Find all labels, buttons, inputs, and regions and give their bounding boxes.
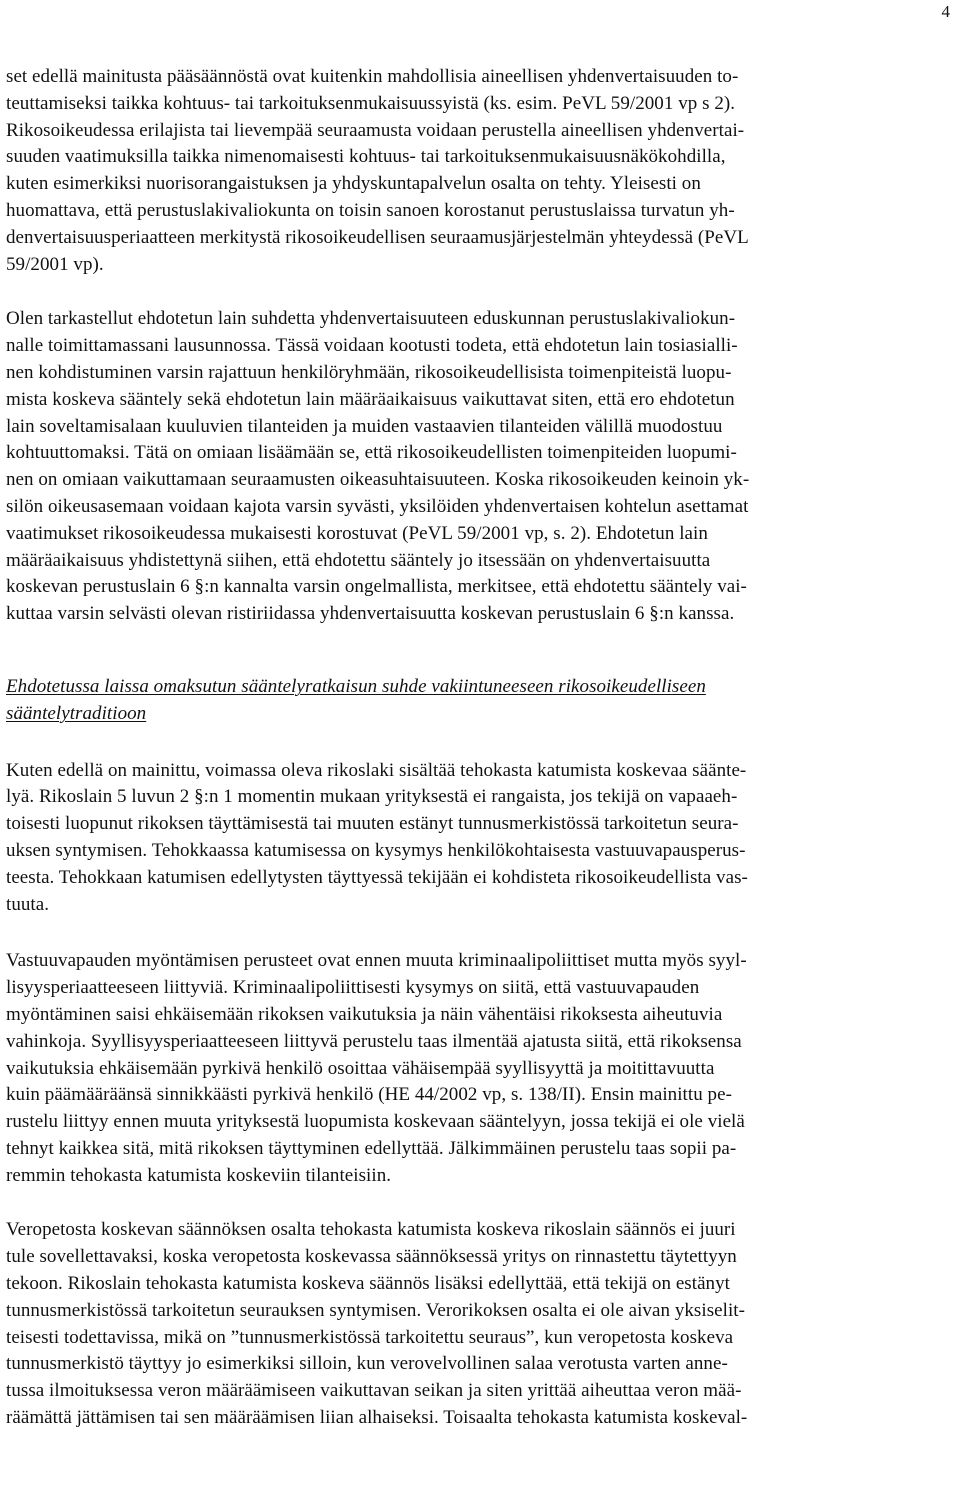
text-line: remmin tehokasta katumista koskeviin tilanteisiin.	[6, 1164, 392, 1186]
text-line: nen kohdistuminen varsin rajattuun henkilöryhmään, rikosoikeudellisista toimenpiteistä luopu-	[6, 361, 732, 383]
text-line: lisyysperiaatteeseen liittyviä. Kriminaalipoliittisesti kysymys on siitä, että vastuuvapauden	[6, 977, 700, 999]
text-line: 59/2001 vp).	[6, 253, 104, 275]
text-line: lain soveltamisalaan kuuluvien tilanteiden ja muiden vastaavien tilanteiden välillä muodostuu	[6, 415, 723, 437]
paragraph-spacer	[6, 278, 956, 306]
heading-line: Ehdotetussa laissa omaksutun sääntelyratkaisun suhde vakiintuneeseen rikosoikeudelliseen	[6, 675, 706, 697]
text-line: Kuten edellä on mainittu, voimassa oleva rikoslaki sisältää tehokasta katumista koskevaa säänte-	[6, 759, 747, 781]
page-number: 4	[941, 2, 950, 21]
text-line: lyä. Rikoslain 5 luvun 2 §:n 1 momentin mukaan yrityksestä ei rangaista, jos tekijä on vapaaeh-	[6, 786, 738, 808]
text-line: tekoon. Rikoslain tehokasta katumista koskeva säännös lisäksi edellyttää, että tekijä on estänyt	[6, 1273, 730, 1295]
text-line: koskevan perustuslain 6 §:n kannalta varsin ongelmallista, merkitsee, että ehdotettu sääntely vai-	[6, 576, 747, 598]
text-line: suuden vaatimuksilla taikka nimenomaisesti kohtuus- tai tarkoituksenmukaisuusnäkökohdilla,	[6, 146, 726, 168]
text-line: räämättä jättämisen tai sen määräämisen liian alhaiseksi. Toisaalta tehokasta katumista koskeval-	[6, 1407, 748, 1429]
text-line: tussa ilmoituksessa veron määräämiseen vaikuttavan seikan ja siten yrittää aiheuttaa veron mää-	[6, 1380, 742, 1402]
text-line: mista koskeva sääntely sekä ehdotetun lain määräaikaisuus vaikuttavat siten, että ero ehdotetun	[6, 388, 735, 410]
text-line: kohtuuttomaksi. Tätä on omiaan lisäämään se, että rikosoikeudellisten toimenpiteiden luopumi-	[6, 442, 737, 464]
paragraph-liability-exemption	[6, 948, 956, 1189]
text-line: tunnusmerkistössä tarkoitetun seurauksen syntymisen. Verorikoksen osalta ei ole aivan yksiselit-	[6, 1299, 745, 1321]
heading-line: sääntelytraditioon	[6, 702, 147, 724]
text-line: rustelu liittyy ennen muuta yrityksestä luopumista koskevaan sääntelyyn, jossa tekijä ei ole vielä	[6, 1111, 745, 1133]
text-line: vaatimukset rikosoikeudessa mukaisesti korostuvat (PeVL 59/2001 vp, s. 2). Ehdotetun lain	[6, 522, 708, 544]
text-line: toisesti luopunut rikoksen täyttämisestä tai muuten estänyt tunnusmerkistössä tarkoitetun seura-	[6, 813, 739, 835]
text-line: denvertaisuusperiaatteen merkitystä rikosoikeudellisen seuraamusjärjestelmän yhteydessä (PeVL	[6, 226, 749, 248]
text-line: Olen tarkastellut ehdotetun lain suhdetta yhdenvertaisuuteen eduskunnan perustuslakivaliokun-	[6, 308, 736, 330]
text-line: tule sovellettavaksi, koska veropetosta koskevassa säännöksessä yritys on rinnastettu täytettyyn	[6, 1246, 737, 1268]
text-line: silön oikeusasemaan voidaan kajota varsin syvästi, yksilöiden yhdenvertaisen kohtelun asettamat	[6, 495, 749, 517]
text-line: määräaikaisuus yhdistettynä siihen, että ehdotettu sääntely jo itsessään on yhdenvertaisuutta	[6, 549, 711, 571]
section-heading	[6, 674, 956, 728]
text-line: Veropetosta koskevan säännöksen osalta tehokasta katumista koskeva rikoslain säännös ei juuri	[6, 1219, 736, 1241]
text-line: tehnyt kaikkea sitä, mitä rikoksen täyttyminen edellyttää. Jälkimmäinen perustelu taas sopii pa-	[6, 1137, 737, 1159]
paragraph-equality-continuation	[6, 64, 956, 278]
paragraph-opinion	[6, 306, 956, 628]
text-line: myöntäminen saisi ehkäisemään rikoksen vaikutuksia ja näin vähentäisi rikoksesta aiheutuvia	[6, 1003, 723, 1025]
paragraph-effective-repentance	[6, 758, 956, 919]
paragraph-spacer	[6, 628, 956, 674]
text-line: kuten esimerkiksi nuorisorangaistuksen ja yhdyskuntapalvelun osalta on tehty. Yleisesti on	[6, 173, 701, 195]
text-line: uksen syntymisen. Tehokkaassa katumisessa on kysymys henkilökohtaisesta vastuuvapausperus-	[6, 839, 746, 861]
text-line: Rikosoikeudessa erilajista tai lievempää seuraamusta voidaan perustella aineellisen yhdenvertai-	[6, 119, 745, 141]
text-line: nen on omiaan vaikuttamaan seuraamusten oikeasuhtaisuuteen. Koska rikosoikeuden keinoin yk-	[6, 469, 750, 491]
paragraph-spacer	[6, 1189, 956, 1217]
text-line: teisesti todettavissa, mikä on ”tunnusmerkistössä tarkoitettu seuraus”, kun veropetosta koskeva	[6, 1326, 734, 1348]
text-line: vaikutuksia ehkäisemään pyrkivä henkilö osoittaa vähäisempää syyllisyyttä ja moitittavuutta	[6, 1057, 715, 1079]
document-body	[6, 64, 956, 1432]
text-line: tunnusmerkistö täyttyy jo esimerkiksi silloin, kun verovelvollinen salaa verotusta varten anne-	[6, 1353, 728, 1375]
paragraph-spacer	[6, 728, 956, 758]
paragraph-spacer	[6, 918, 956, 948]
text-line: kuttaa varsin selvästi olevan ristiriidassa yhdenvertaisuutta koskevan perustuslain 6 §:n kanssa.	[6, 603, 735, 625]
text-line: nalle toimittamassani lausunnossa. Tässä voidaan kootusti todeta, että ehdotetun lain tosiasialli-	[6, 335, 738, 357]
text-line: tuuta.	[6, 893, 50, 915]
text-line: teuttamiseksi taikka kohtuus- tai tarkoituksenmukaisuussyistä (ks. esim. PeVL 59/2001 vp s 2).	[6, 92, 736, 114]
text-line: teesta. Tehokkaan katumisen edellytysten täyttyessä tekijään ei kohdisteta rikosoikeudellista vas-	[6, 866, 748, 888]
text-line: Vastuuvapauden myöntämisen perusteet ovat ennen muuta kriminaalipoliittiset mutta myös syyl-	[6, 950, 747, 972]
text-line: kuin päämääräänsä sinnikkäästi pyrkivä henkilö (HE 44/2002 vp, s. 138/II). Ensin mainittu pe-	[6, 1084, 732, 1106]
text-line: vahinkoja. Syyllisyysperiaatteeseen liittyvä perustelu taas ilmentää ajatusta siitä, että rikoksensa	[6, 1030, 742, 1052]
text-line: set edellä mainitusta pääsäännöstä ovat kuitenkin mahdollisia aineellisen yhdenvertaisuuden to-	[6, 66, 739, 87]
text-line: huomattava, että perustuslakivaliokunta on toisin sanoen korostanut perustuslaissa turvatun yh-	[6, 199, 735, 221]
paragraph-tax-fraud	[6, 1217, 956, 1431]
